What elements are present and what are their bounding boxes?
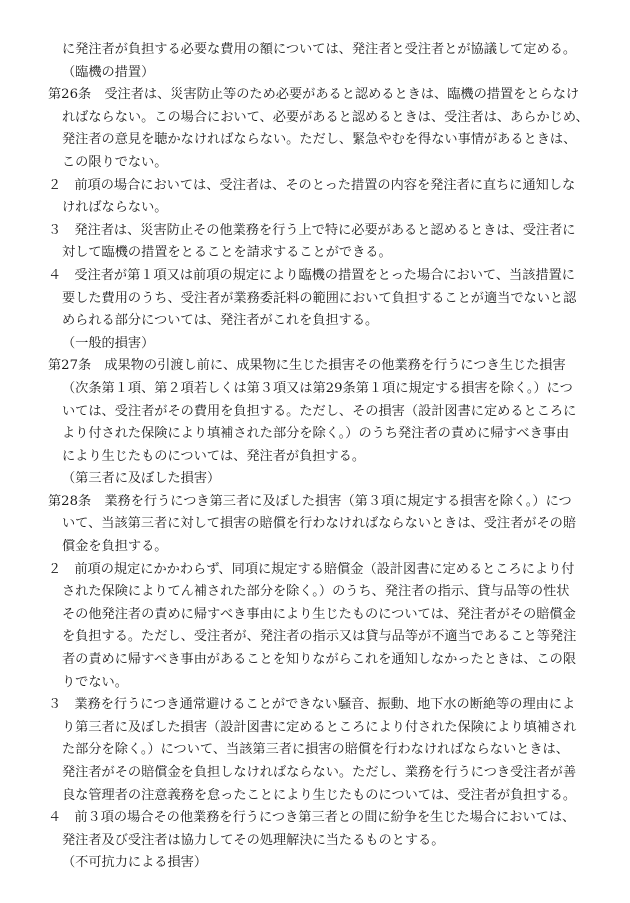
text-line: 償金を負担する。	[62, 539, 168, 555]
text-line: 発注者及び受注者は協力してその処理解決に当たるものとする。	[62, 832, 445, 848]
text-line: た部分を除く。）について、当該第三者に損害の賠償を行わなければならないときは、	[62, 742, 569, 758]
section-heading: （第三者に及ぼした損害）	[62, 471, 221, 487]
text-line: より付された保険により填補された部分を除く。）のうち発注者の責めに帰すべき事由	[62, 426, 570, 442]
text-line: 良な管理者の注意義務を怠ったことにより生じたものについては、受注者が負担する。	[62, 787, 577, 803]
paragraph-3-line: ３ 業務を行うにつき通常避けることができない騒音、振動、地下水の断絶等の理由によ	[48, 697, 576, 713]
text-line: この限りでない。	[62, 154, 168, 170]
paragraph-4-line: ４ 前３項の場合その他業務を行うにつき第三者との間に紛争を生じた場合においては、	[48, 810, 576, 826]
text-line: に発注者が負担する必要な費用の額については、発注者と受注者とが協議して定める。	[62, 42, 577, 57]
paragraph-2-line: ２ 前項の場合においては、受注者は、そのとった措置の内容を発注者に直ちに通知しな	[48, 177, 576, 193]
text-line: 対して臨機の措置をとることを請求することができる。	[62, 245, 392, 261]
article-27-line: 第27条 成果物の引渡し前に、成果物に生じた損害その他業務を行うにつき生じた損害	[48, 358, 566, 374]
section-heading: （一般的損害）	[62, 335, 155, 351]
text-line: を負担する。ただし、受注者が、発注者の指示又は貸与品等が不適当であること等発注	[62, 629, 577, 645]
text-line: いては、受注者がその費用を負担する。ただし、その損害（設計図書に定めるところに	[62, 403, 577, 419]
text-line: りでない。	[62, 674, 128, 690]
paragraph-4-line: ４ 受注者が第１項又は前項の規定により臨機の措置をとった場合において、当該措置に	[48, 267, 575, 283]
text-line: その他発注者の責めに帰すべき事由により生じたものについては、発注者がその賠償金	[62, 606, 576, 622]
text-line: により生じたものについては、発注者が負担する。	[62, 448, 366, 464]
text-line: ければならない。	[62, 200, 168, 216]
article-26-line: 第26条 受注者は、災害防止等のため必要があると認めるときは、臨機の措置をとらなけ	[48, 87, 580, 103]
section-heading: （不可抗力による損害）	[62, 855, 208, 871]
section-heading: （臨機の措置）	[62, 64, 155, 80]
text-line: （次条第１項、第２項若しくは第３項又は第29条第１項に規定する損害を除く。）につ	[62, 380, 573, 396]
text-line: 者の責めに帰すべき事由があることを知りながらこれを通知しなかったときは、この限	[62, 652, 577, 668]
contract-text	[48, 39, 596, 875]
text-line: められる部分については、発注者がこれを負担する。	[62, 313, 379, 329]
text-line: 発注者がその賠償金を負担しなければならない。ただし、業務を行うにつき受注者が善	[62, 765, 577, 780]
text-line: いて、当該第三者に対して損害の賠償を行わなければならないときは、受注者がその賠	[62, 516, 577, 532]
text-line: 要した費用のうち、受注者が業務委託料の範囲において負担することが適当でないと認	[62, 290, 577, 306]
paragraph-3-line: ３ 発注者は、災害防止その他業務を行う上で特に必要があると認めるときは、受注者に	[48, 222, 576, 238]
text-line: り第三者に及ぼした損害（設計図書に定めるところにより付された保険により填補され	[62, 719, 577, 735]
text-line: ればならない。この場合において、必要があると認めるときは、受注者は、あらかじめ、	[62, 109, 589, 125]
text-line: 発注者の意見を聴かなければならない。ただし、緊急やむを得ない事情があるときは、	[62, 132, 577, 148]
article-28-line: 第28条 業務を行うにつき第三者に及ぼした損害（第３項に規定する損害を除く。）につ	[48, 493, 572, 509]
paragraph-2-line: ２ 前項の規定にかかわらず、同項に規定する賠償金（設計図書に定めるところにより付	[48, 561, 575, 577]
text-line: された保険によりてん補された部分を除く。）のうち、発注者の指示、貸与品等の性状	[62, 584, 570, 600]
